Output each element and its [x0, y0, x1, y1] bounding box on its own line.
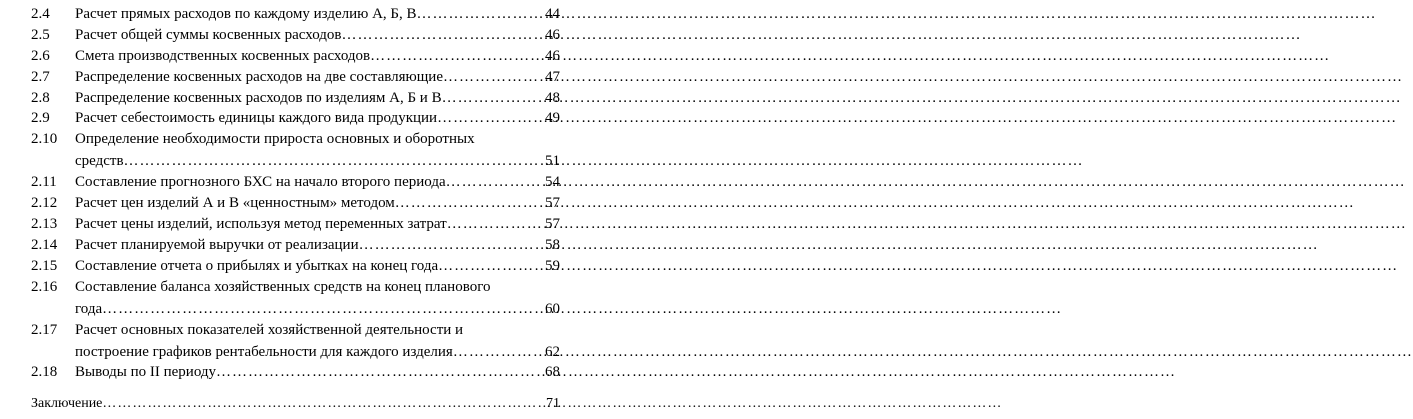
toc-entry-page: 51 — [545, 153, 560, 169]
toc-entry-page: 68 — [545, 364, 560, 380]
toc-entry-line — [75, 298, 560, 320]
dot-leader — [438, 255, 545, 277]
toc-entry-body — [75, 276, 560, 320]
toc-entry-line — [75, 276, 560, 298]
toc-entry-title: Распределение косвенных расходов на две составляющие — [75, 69, 443, 85]
toc-entry-title-continued: средств — [75, 153, 124, 169]
toc-entry-line — [75, 24, 560, 46]
toc-entry-page: 62 — [545, 344, 560, 360]
toc-entry-body — [75, 107, 560, 129]
toc-entry-line — [75, 66, 560, 88]
toc-entry-page: 57 — [545, 216, 560, 232]
toc-entry-line — [31, 393, 560, 415]
dot-leader — [437, 107, 545, 129]
toc-entry-title: Составление отчета о прибылях и убытках на конец года — [75, 258, 439, 274]
toc-entry-body — [75, 213, 560, 235]
dot-leader — [216, 361, 545, 383]
toc-entry-line — [75, 234, 560, 256]
toc-entry-number: 2.17 — [31, 322, 58, 338]
dot-leader — [446, 171, 545, 193]
toc-entry-page: 54 — [545, 174, 560, 190]
toc-entry-body — [75, 171, 560, 193]
toc-entry-number: 2.8 — [31, 90, 50, 106]
toc-entry-title: Расчет прямых расходов по каждому изделию А, Б, В — [75, 6, 417, 22]
toc-entry-page: 71 — [546, 396, 560, 411]
toc-entry-title: Расчет планируемой выручки от реализации — [75, 237, 359, 253]
toc-entry-page: 57 — [545, 195, 560, 211]
toc-entry-body — [75, 45, 560, 67]
toc-entry-page: 48 — [545, 90, 560, 106]
toc-entry-title: Выводы по II периоду — [75, 364, 217, 380]
toc-entry-title: Расчет основных показателей хозяйственной деятельности и — [75, 322, 464, 338]
toc-entry-number: 2.14 — [31, 237, 58, 253]
toc-entry-number: 2.4 — [31, 6, 50, 22]
toc-entry-number: 2.16 — [31, 279, 58, 295]
toc-entry-line — [75, 3, 560, 25]
dot-leader — [102, 298, 545, 320]
dot-leader — [124, 150, 545, 172]
toc-entry-page: 46 — [545, 27, 560, 43]
dot-leader — [395, 192, 545, 214]
toc-entry-line — [75, 361, 560, 383]
toc-entry-body — [75, 87, 560, 109]
toc-entry-title: Составление прогнозного БХС на начало второго периода — [75, 174, 446, 190]
toc-entry-body — [75, 361, 560, 383]
toc-entry-number: 2.15 — [31, 258, 58, 274]
toc-entry-body — [75, 3, 560, 25]
toc-entry-title: Расчет цены изделий, используя метод переменных затрат — [75, 216, 447, 232]
toc-entry-number: 2.5 — [31, 27, 50, 43]
toc-entry-page: 59 — [545, 258, 560, 274]
toc-entry-line — [75, 192, 560, 214]
toc-entry-title-continued: построение графиков рентабельности для каждого изделия — [75, 344, 453, 360]
toc-entry-page: 58 — [545, 237, 560, 253]
toc-entry-body — [75, 319, 560, 363]
toc-entry-page: 47 — [545, 69, 560, 85]
dot-leader — [359, 234, 545, 256]
toc-entry-line — [75, 45, 560, 67]
toc-entry-title: Распределение косвенных расходов по изделиям А, Б и В — [75, 90, 442, 106]
toc-entry-line — [75, 128, 560, 150]
dot-leader — [417, 3, 545, 25]
toc-entry-page: 46 — [545, 48, 560, 64]
toc-entry-page: 44 — [545, 6, 560, 22]
toc-entry-body — [75, 24, 560, 46]
toc-entry-title: Расчет общей суммы косвенных расходов — [75, 27, 342, 43]
toc-entry-line — [75, 341, 560, 363]
toc-entry-number: 2.12 — [31, 195, 58, 211]
table-of-contents — [0, 0, 571, 419]
toc-entry-line — [75, 255, 560, 277]
toc-entry-title: Составление баланса хозяйственных средств на конец планового — [75, 279, 491, 295]
toc-entry-line — [75, 87, 560, 109]
dot-leader — [370, 45, 545, 67]
toc-entry-body — [75, 128, 560, 172]
toc-entry-number: 2.6 — [31, 48, 50, 64]
dot-leader — [442, 87, 545, 109]
toc-entry-line — [75, 150, 560, 172]
toc-entry-body — [75, 234, 560, 256]
toc-entry-title: Заключение — [31, 396, 103, 411]
toc-entry-number: 2.13 — [31, 216, 58, 232]
dot-leader — [341, 24, 545, 46]
toc-entry-title: Определение необходимости прироста основных и оборотных — [75, 131, 475, 147]
toc-entry-body — [75, 255, 560, 277]
toc-entry-line — [75, 319, 560, 341]
dot-leader — [447, 213, 545, 235]
toc-entry-number: 2.11 — [31, 174, 57, 190]
dot-leader — [453, 341, 545, 363]
toc-entry-number: 2.7 — [31, 69, 50, 85]
toc-entry-number: 2.18 — [31, 364, 58, 380]
toc-entry-number: 2.10 — [31, 131, 58, 147]
toc-entry-title: Расчет цен изделий А и В «ценностным» методом — [75, 195, 395, 211]
toc-entry-body — [75, 192, 560, 214]
toc-entry-line — [75, 107, 560, 129]
toc-entry-title: Смета производственных косвенных расходов — [75, 48, 371, 64]
toc-entry-title-continued: года — [75, 301, 103, 317]
toc-entry-number: 2.9 — [31, 110, 50, 126]
toc-entry-title: Расчет себестоимость единицы каждого вида продукции — [75, 110, 438, 126]
dot-leader — [443, 66, 545, 88]
toc-entry-line — [75, 171, 560, 193]
toc-entry-conclusion — [31, 393, 560, 415]
toc-entry-page: 60 — [545, 301, 560, 317]
toc-entry-body — [75, 66, 560, 88]
toc-entry-page: 49 — [545, 110, 560, 126]
dot-leader — [102, 393, 546, 415]
toc-entry-line — [75, 213, 560, 235]
